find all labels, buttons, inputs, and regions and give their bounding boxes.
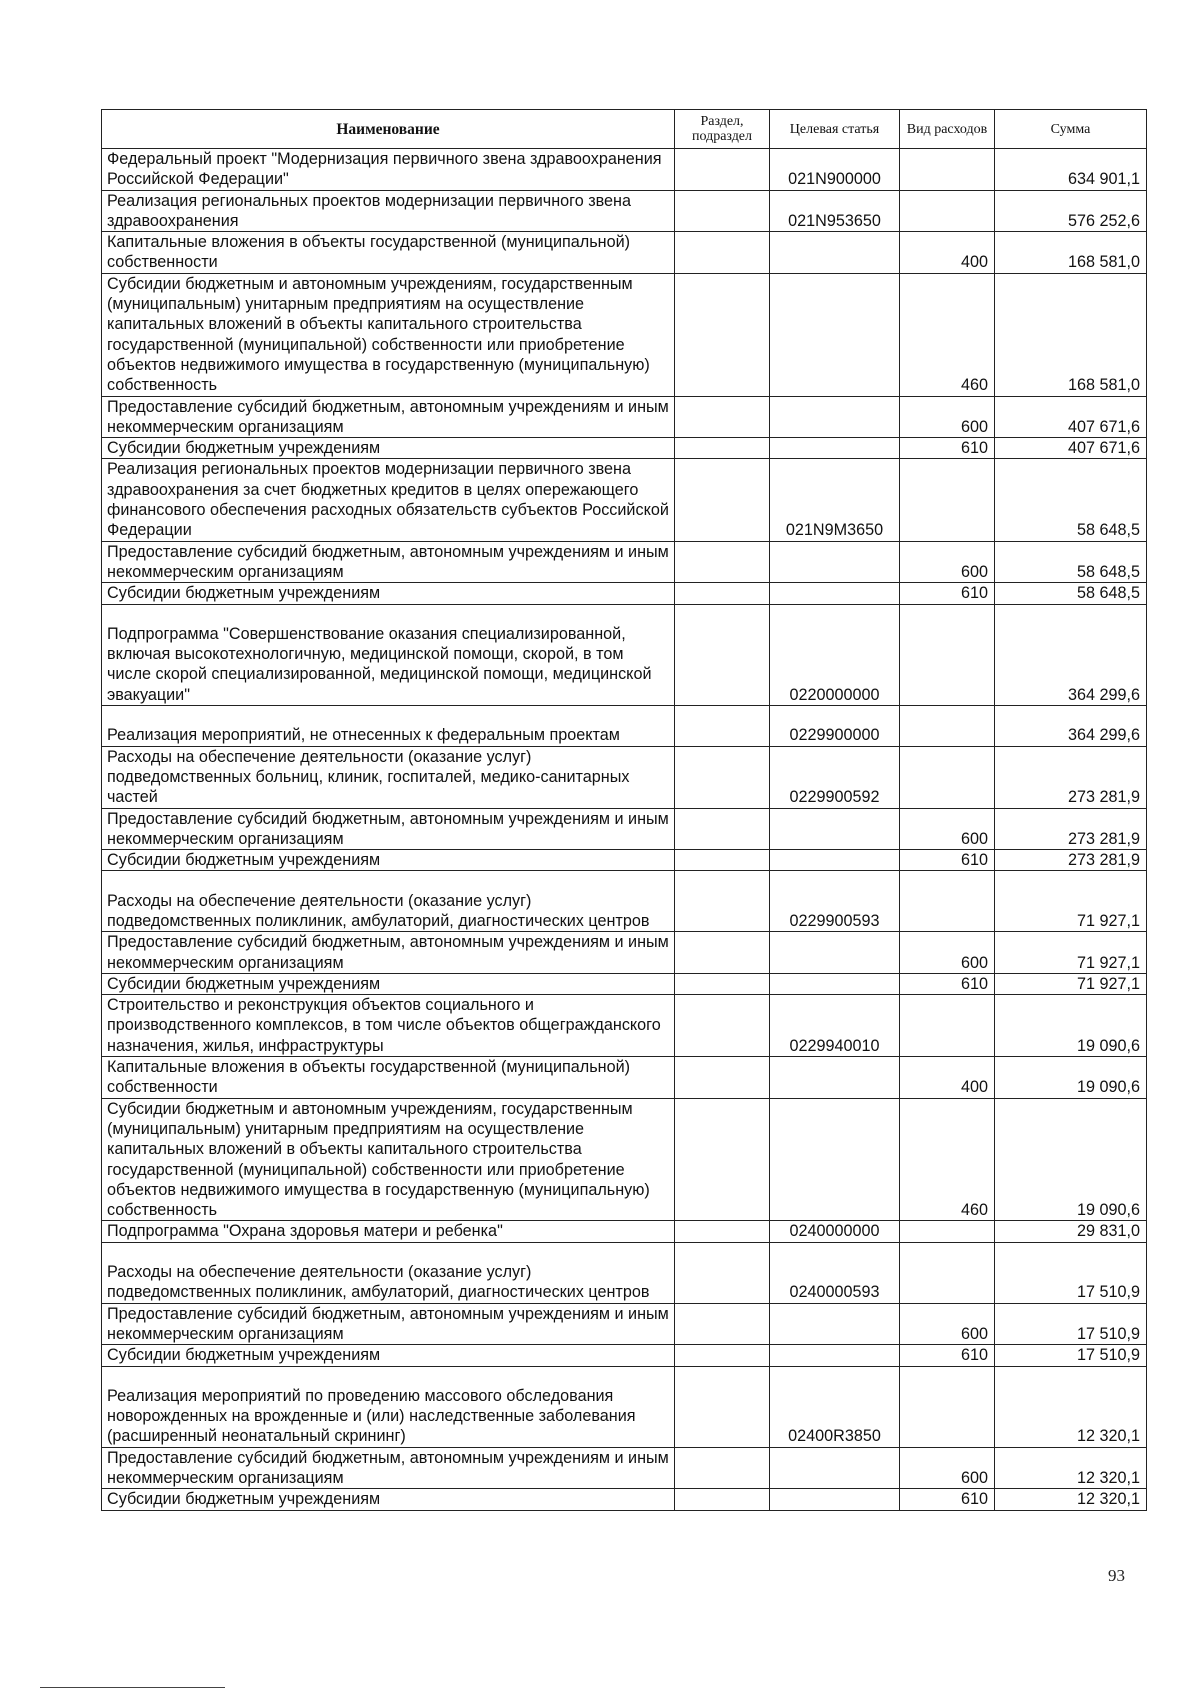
cell-summa: 58 648,5 xyxy=(995,541,1147,583)
cell-summa: 19 090,6 xyxy=(995,1098,1147,1221)
cell-name: Субсидии бюджетным учреждениям xyxy=(102,583,675,604)
cell-razdel xyxy=(675,459,770,541)
table-row xyxy=(102,149,1147,191)
cell-razdel xyxy=(675,190,770,232)
table-row xyxy=(102,1447,1147,1489)
cell-vid xyxy=(900,706,995,747)
cell-celevaya xyxy=(770,438,900,459)
cell-razdel xyxy=(675,1447,770,1489)
cell-name: Федеральный проект "Модернизация первичного звена здравоохранения Российской Федерации" xyxy=(102,149,675,191)
cell-summa: 407 671,6 xyxy=(995,438,1147,459)
table-row xyxy=(102,973,1147,994)
cell-celevaya: 021N900000 xyxy=(770,149,900,191)
cell-summa: 364 299,6 xyxy=(995,706,1147,747)
cell-razdel xyxy=(675,1303,770,1345)
cell-summa: 71 927,1 xyxy=(995,932,1147,974)
cell-vid xyxy=(900,604,995,706)
cell-summa: 634 901,1 xyxy=(995,149,1147,191)
cell-summa: 273 281,9 xyxy=(995,746,1147,808)
cell-vid: 600 xyxy=(900,808,995,850)
cell-celevaya xyxy=(770,583,900,604)
cell-name: Предоставление субсидий бюджетным, автономным учреждениям и иным некоммерческим организациям xyxy=(102,541,675,583)
cell-vid xyxy=(900,746,995,808)
table-row xyxy=(102,808,1147,850)
cell-celevaya: 0229940010 xyxy=(770,995,900,1057)
cell-name: Расходы на обеспечение деятельности (оказание услуг) подведомственных больниц, клиник, госпиталей, медико-санитарных частей xyxy=(102,746,675,808)
cell-summa: 273 281,9 xyxy=(995,808,1147,850)
cell-summa: 12 320,1 xyxy=(995,1489,1147,1510)
cell-summa: 17 510,9 xyxy=(995,1345,1147,1366)
cell-celevaya: 0240000000 xyxy=(770,1221,900,1242)
cell-celevaya xyxy=(770,973,900,994)
table-row xyxy=(102,583,1147,604)
cell-razdel xyxy=(675,706,770,747)
cell-celevaya xyxy=(770,396,900,438)
cell-razdel xyxy=(675,396,770,438)
cell-celevaya xyxy=(770,273,900,396)
cell-razdel xyxy=(675,438,770,459)
cell-summa: 58 648,5 xyxy=(995,583,1147,604)
cell-name: Предоставление субсидий бюджетным, автономным учреждениям и иным некоммерческим организациям xyxy=(102,1303,675,1345)
cell-summa: 71 927,1 xyxy=(995,973,1147,994)
cell-summa: 17 510,9 xyxy=(995,1303,1147,1345)
cell-celevaya: 0229900592 xyxy=(770,746,900,808)
cell-summa: 364 299,6 xyxy=(995,604,1147,706)
cell-summa: 168 581,0 xyxy=(995,273,1147,396)
cell-vid xyxy=(900,1242,995,1303)
cell-name: Субсидии бюджетным учреждениям xyxy=(102,1345,675,1366)
budget-table xyxy=(101,109,1147,1511)
cell-celevaya xyxy=(770,232,900,274)
cell-vid: 600 xyxy=(900,396,995,438)
cell-vid: 610 xyxy=(900,438,995,459)
cell-celevaya xyxy=(770,1489,900,1510)
cell-razdel xyxy=(675,1221,770,1242)
cell-name: Капитальные вложения в объекты государственной (муниципальной) собственности xyxy=(102,1057,675,1099)
cell-razdel xyxy=(675,583,770,604)
table-row xyxy=(102,932,1147,974)
table-row xyxy=(102,1303,1147,1345)
cell-celevaya xyxy=(770,850,900,871)
cell-name: Расходы на обеспечение деятельности (оказание услуг) подведомственных поликлиник, амбулаторий, диагностических центров xyxy=(102,1242,675,1303)
cell-vid xyxy=(900,149,995,191)
cell-summa: 168 581,0 xyxy=(995,232,1147,274)
cell-razdel xyxy=(675,1345,770,1366)
cell-vid xyxy=(900,995,995,1057)
header-vid: Вид расходов xyxy=(900,110,995,149)
table-row xyxy=(102,1489,1147,1510)
cell-vid: 600 xyxy=(900,1303,995,1345)
cell-vid: 600 xyxy=(900,932,995,974)
cell-vid: 610 xyxy=(900,583,995,604)
cell-name: Реализация мероприятий по проведению массового обследования новорожденных на врожденные и (или) наследственные заболевания (расширенный неонатальный скрининг) xyxy=(102,1366,675,1447)
table-row xyxy=(102,396,1147,438)
table-row xyxy=(102,1366,1147,1447)
cell-summa: 273 281,9 xyxy=(995,850,1147,871)
cell-vid xyxy=(900,190,995,232)
cell-summa: 407 671,6 xyxy=(995,396,1147,438)
table-row xyxy=(102,706,1147,747)
table-row xyxy=(102,438,1147,459)
cell-name: Реализация мероприятий, не отнесенных к федеральным проектам xyxy=(102,706,675,747)
cell-razdel xyxy=(675,541,770,583)
table-row xyxy=(102,604,1147,706)
cell-name: Предоставление субсидий бюджетным, автономным учреждениям и иным некоммерческим организациям xyxy=(102,932,675,974)
table-row xyxy=(102,995,1147,1057)
cell-name: Субсидии бюджетным учреждениям xyxy=(102,850,675,871)
cell-summa: 12 320,1 xyxy=(995,1366,1147,1447)
cell-name: Предоставление субсидий бюджетным, автономным учреждениям и иным некоммерческим организациям xyxy=(102,808,675,850)
footer-rule xyxy=(40,1687,225,1688)
cell-name: Реализация региональных проектов модернизации первичного звена здравоохранения за счет бюджетных кредитов в целях опережающего финансового обеспечения расходных обязательств субъектов Российской Федерации xyxy=(102,459,675,541)
cell-razdel xyxy=(675,1098,770,1221)
cell-name: Строительство и реконструкция объектов социального и производственного комплексов, в том числе объектов общегражданского назначения, жилья, инфраструктуры xyxy=(102,995,675,1057)
cell-celevaya xyxy=(770,1057,900,1099)
table-row xyxy=(102,850,1147,871)
table-row xyxy=(102,1242,1147,1303)
cell-razdel xyxy=(675,746,770,808)
cell-vid: 460 xyxy=(900,1098,995,1221)
table-row xyxy=(102,232,1147,274)
cell-razdel xyxy=(675,995,770,1057)
table-row xyxy=(102,1345,1147,1366)
cell-razdel xyxy=(675,808,770,850)
cell-name: Расходы на обеспечение деятельности (оказание услуг) подведомственных поликлиник, амбулаторий, диагностических центров xyxy=(102,871,675,932)
table-row xyxy=(102,871,1147,932)
cell-summa: 12 320,1 xyxy=(995,1447,1147,1489)
cell-summa: 17 510,9 xyxy=(995,1242,1147,1303)
cell-celevaya: 021N9M3650 xyxy=(770,459,900,541)
table-row xyxy=(102,459,1147,541)
cell-razdel xyxy=(675,604,770,706)
table-row xyxy=(102,1057,1147,1099)
cell-celevaya xyxy=(770,1447,900,1489)
cell-celevaya xyxy=(770,808,900,850)
cell-name: Субсидии бюджетным учреждениям xyxy=(102,438,675,459)
cell-vid: 610 xyxy=(900,850,995,871)
cell-name: Субсидии бюджетным учреждениям xyxy=(102,973,675,994)
cell-name: Подпрограмма "Совершенствование оказания специализированной, включая высокотехнологичную, медицинской помощи, скорой, в том числе скорой специализированной, медицинской помощи, медицинской эвакуации" xyxy=(102,604,675,706)
cell-razdel xyxy=(675,1057,770,1099)
table-row xyxy=(102,541,1147,583)
cell-summa: 576 252,6 xyxy=(995,190,1147,232)
cell-name: Предоставление субсидий бюджетным, автономным учреждениям и иным некоммерческим организациям xyxy=(102,1447,675,1489)
cell-name: Подпрограмма "Охрана здоровья матери и ребенка" xyxy=(102,1221,675,1242)
cell-celevaya xyxy=(770,541,900,583)
cell-celevaya: 0229900000 xyxy=(770,706,900,747)
cell-razdel xyxy=(675,850,770,871)
header-summa: Сумма xyxy=(995,110,1147,149)
cell-vid: 610 xyxy=(900,973,995,994)
cell-celevaya: 0220000000 xyxy=(770,604,900,706)
header-razdel: Раздел, подраздел xyxy=(675,110,770,149)
cell-celevaya xyxy=(770,1098,900,1221)
cell-name: Субсидии бюджетным и автономным учреждениям, государственным (муниципальным) унитарным предприятиям на осуществление капитальных вложений в объекты капитального строительства государственной (муниципальной) собственности или приобретение объектов недвижимого имущества в государственную (муниципальную) собственность xyxy=(102,273,675,396)
table-row xyxy=(102,1098,1147,1221)
cell-celevaya: 0229900593 xyxy=(770,871,900,932)
cell-name: Предоставление субсидий бюджетным, автономным учреждениям и иным некоммерческим организациям xyxy=(102,396,675,438)
cell-name: Реализация региональных проектов модернизации первичного звена здравоохранения xyxy=(102,190,675,232)
table-row xyxy=(102,746,1147,808)
cell-vid: 610 xyxy=(900,1345,995,1366)
table-body xyxy=(102,149,1147,1511)
cell-vid xyxy=(900,1221,995,1242)
cell-razdel xyxy=(675,932,770,974)
cell-vid xyxy=(900,1366,995,1447)
cell-vid: 400 xyxy=(900,232,995,274)
cell-vid: 600 xyxy=(900,1447,995,1489)
cell-razdel xyxy=(675,1489,770,1510)
cell-vid: 460 xyxy=(900,273,995,396)
cell-name: Субсидии бюджетным и автономным учреждениям, государственным (муниципальным) унитарным предприятиям на осуществление капитальных вложений в объекты капитального строительства государственной (муниципальной) собственности или приобретение объектов недвижимого имущества в государственную (муниципальную) собственность xyxy=(102,1098,675,1221)
cell-razdel xyxy=(675,273,770,396)
cell-celevaya xyxy=(770,1345,900,1366)
cell-vid xyxy=(900,459,995,541)
cell-celevaya xyxy=(770,932,900,974)
cell-celevaya xyxy=(770,1303,900,1345)
cell-name: Субсидии бюджетным учреждениям xyxy=(102,1489,675,1510)
cell-razdel xyxy=(675,1366,770,1447)
cell-summa: 19 090,6 xyxy=(995,1057,1147,1099)
table-row xyxy=(102,190,1147,232)
cell-celevaya: 02400R3850 xyxy=(770,1366,900,1447)
cell-vid: 610 xyxy=(900,1489,995,1510)
cell-summa: 58 648,5 xyxy=(995,459,1147,541)
cell-vid xyxy=(900,871,995,932)
header-name: Наименование xyxy=(102,110,675,149)
table-header-row xyxy=(102,110,1147,149)
cell-vid: 600 xyxy=(900,541,995,583)
cell-celevaya: 0240000593 xyxy=(770,1242,900,1303)
cell-vid: 400 xyxy=(900,1057,995,1099)
cell-razdel xyxy=(675,149,770,191)
page-number: 93 xyxy=(1108,1566,1125,1585)
cell-celevaya: 021N953650 xyxy=(770,190,900,232)
cell-name: Капитальные вложения в объекты государственной (муниципальной) собственности xyxy=(102,232,675,274)
cell-razdel xyxy=(675,871,770,932)
table-row xyxy=(102,1221,1147,1242)
cell-razdel xyxy=(675,1242,770,1303)
table-row xyxy=(102,273,1147,396)
cell-summa: 29 831,0 xyxy=(995,1221,1147,1242)
header-celevaya: Целевая статья xyxy=(770,110,900,149)
cell-razdel xyxy=(675,232,770,274)
cell-summa: 71 927,1 xyxy=(995,871,1147,932)
cell-summa: 19 090,6 xyxy=(995,995,1147,1057)
cell-razdel xyxy=(675,973,770,994)
